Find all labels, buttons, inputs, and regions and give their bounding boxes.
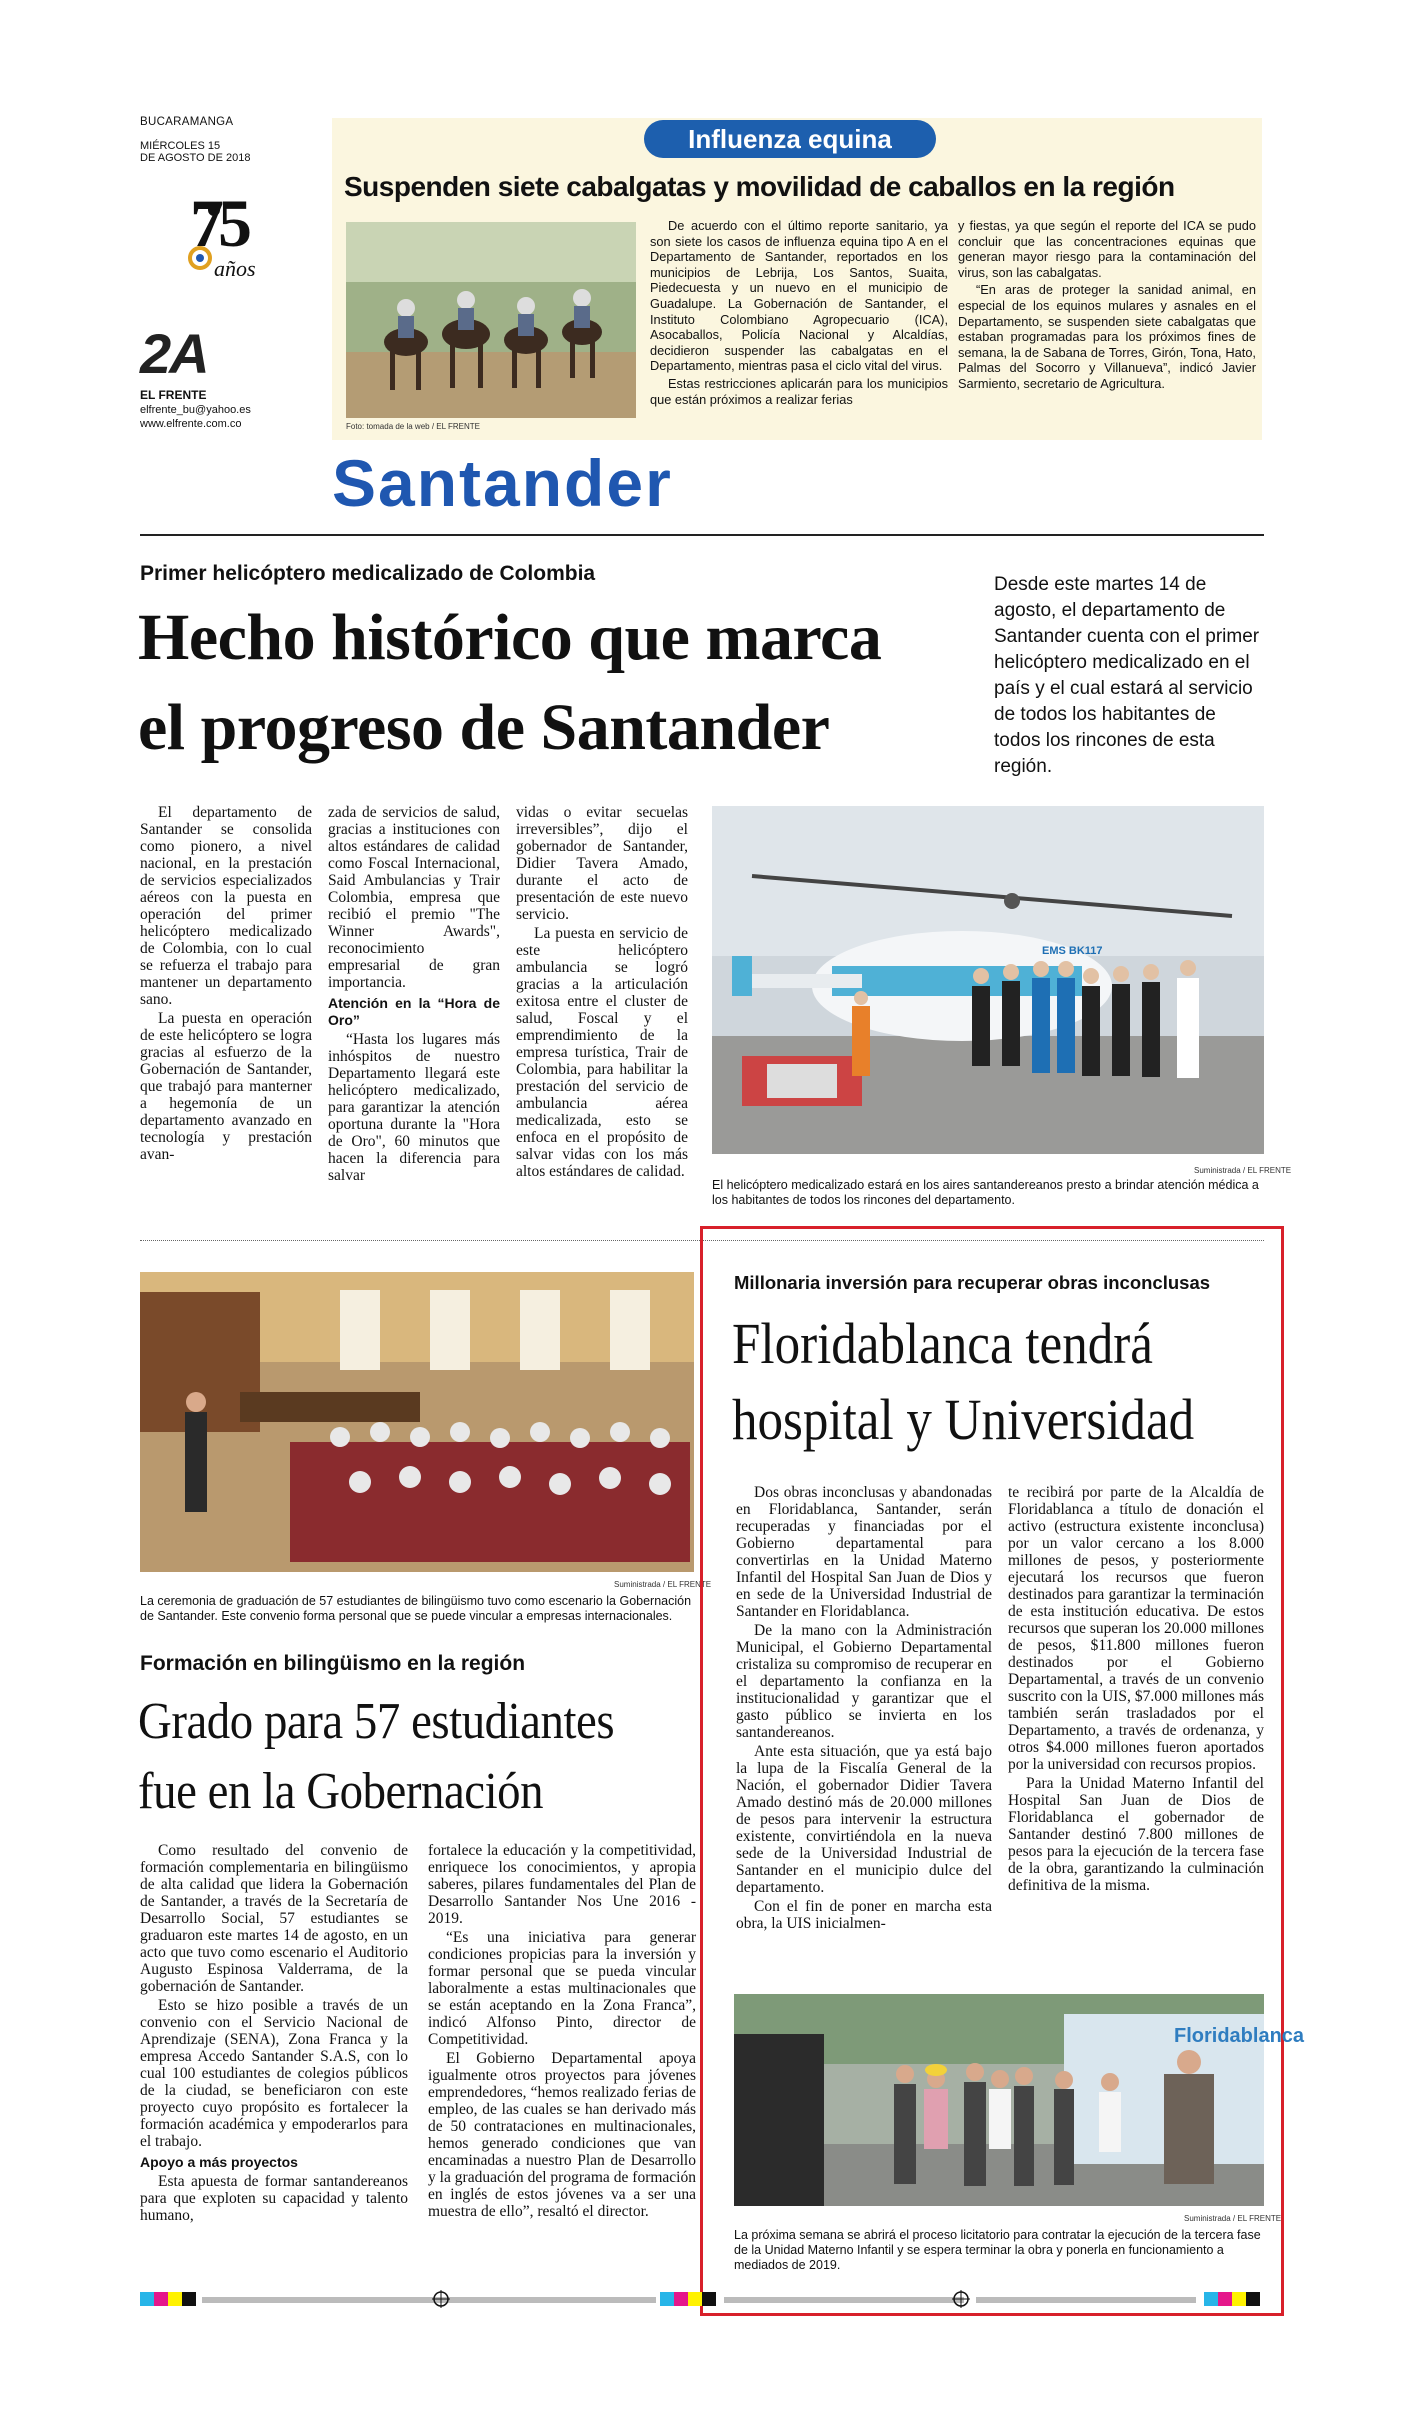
top-story-headline: Suspenden siete cabalgatas y movilidad de caballos en la región xyxy=(344,171,1175,202)
anniversary-number: 75 xyxy=(190,185,246,261)
paragraph: y fiestas, ya que según el reporte del ICA se pudo concluir que las concentraciones equinas que generan mayor riesgo para la contaminación del virus, son las cabalgatas. xyxy=(958,218,1256,280)
paragraph: De la mano con la Administración Municipal, el Gobierno Departamental cristaliza su compromiso de recuperar en el departamento la confianza en la institucionalidad y garantizar que el gasto público se invierta en los santandereanos. xyxy=(736,1622,992,1741)
paragraph: fortalece la educación y la competitividad, enriquece los conocimientos, y apropia saberes, pilares fundamentales del Plan de Desarrollo Santander Nos Une 2016 - 2019. xyxy=(428,1842,696,1927)
paragraph: “Es una iniciativa para generar condiciones propicias para la inversión y formar personal que se pueda vincular laboralmente a estas multinacionales que se están aceptando en la Zona Franca”, indicó Alfonso Pinto, director de Competitividad. xyxy=(428,1929,696,2048)
anniversary-word: años xyxy=(214,256,256,281)
horses-photo xyxy=(346,222,636,418)
gray-bar xyxy=(456,2297,656,2303)
lead-headline-line-1: Hecho histórico que marca xyxy=(138,601,882,674)
top-story-box xyxy=(332,118,1262,440)
city: BUCARAMANGA xyxy=(140,116,234,128)
paragraph: zada de servicios de salud, gracias a instituciones con altos estándares de calidad como Foscal Internacional, Said Ambulancias y Trair Colombia, empresa que recibió el premio "The Winner Awards", reconocimiento empresarial de gran importancia. xyxy=(328,804,500,991)
anniversary-logo xyxy=(170,185,280,298)
graduation-caption: La ceremonia de graduación de 57 estudiantes de bilingüismo tuvo como escenario la Gobernación de Santander. Este convenio forma personal que se puede vincular a empresas internacionales. xyxy=(140,1594,692,1623)
gray-bar xyxy=(976,2297,1196,2303)
registration-mark-icon xyxy=(952,2290,970,2308)
photo-banner-text: Floridablanca xyxy=(1174,2025,1305,2047)
email[interactable]: elfrente_bu@yahoo.es xyxy=(140,404,251,416)
paragraph: “Hasta los lugares más inhóspitos de nuestro Departamento llegará este helicóptero medicalizado, para garantizar la atención oportuna durante la "Hora de Oro", 60 minutos que hacen la diferencia para salvar xyxy=(328,1031,500,1184)
paragraph: Con el fin de poner en marcha esta obra, la UIS inicialmen- xyxy=(736,1898,992,1932)
color-swatches-mid xyxy=(660,2292,716,2311)
paragraph: La puesta en operación de este helicóptero se logra gracias al esfuerzo de la Gobernación de Santander, que trabajó para manterner a hegemonía de un departamento avanzado en tecnología y prestación avan- xyxy=(140,1010,312,1163)
registration-mark-icon xyxy=(432,2290,450,2308)
paragraph: te recibirá por parte de la Alcaldía de Floridablanca a título de donación el activo (estructura existente inconclusa) por un valor cercano a los 8.000 millones de pesos, y posteriormente ejecutará los recursos que fueron destinados para garantizar la terminación de esta institución educativa. De estos recursos que superan los 20.000 millones de pesos, $11.800 millones fueron destinados por el Gobierno Departamental, a través de un convenio suscrito con la UIS, $7.000 millones más también serán trasladados por el Departamento, a través de ordenanza, y otros $4.000 millones fueron aportados por la universidad con recursos propios. xyxy=(1008,1484,1264,1773)
paragraph: La puesta en servicio de este helicóptero ambulancia se logró gracias a la articulación exitosa entre el cluster de salud, Foscal y el emprendimiento de la empresa turística, Trair de Colombia, para habilitar la prestación del servicio de ambulancia aérea medicalizada, esto se enfoca en el propósito de salvar vidas con los más altos estándares de calidad. xyxy=(516,925,688,1180)
bilingual-headline-line-1: Grado para 57 estudiantes xyxy=(138,1693,615,1750)
lead-kicker: Primer helicóptero medicalizado de Colombia xyxy=(140,562,596,585)
masthead xyxy=(140,116,320,456)
helicopter-caption: El helicóptero medicalizado estará en los aires santandereanos presto a brindar atención médica a los habitantes de todos los rincones del departamento. xyxy=(712,1178,1259,1207)
website[interactable]: www.elfrente.com.co xyxy=(140,418,242,430)
horses-photo-credit: Foto: tomada de la web / EL FRENTE xyxy=(346,422,480,431)
florida-col-1 xyxy=(736,1484,992,1934)
graduation-photo-credit: Suministrada / EL FRENTE xyxy=(614,1580,712,1589)
section-rule xyxy=(140,534,1264,536)
date-line-1: MIÉRCOLES 15 xyxy=(140,140,221,152)
paragraph: Ante esta situación, que ya está bajo la lupa de la Fiscalía General de la Nación, el gobernador Didier Tavera Amado destinó más de 20.000 millones de pesos para intervenir la estructura existente, convirtiéndola en la nueva sede de la Universidad Industrial de Santander en el municipio dulce del departamento. xyxy=(736,1743,992,1896)
florida-headline-line-2: hospital y Universidad xyxy=(732,1387,1195,1452)
helicopter-photo-image xyxy=(712,806,1264,1154)
color-swatches-left xyxy=(140,2292,196,2311)
floridablanca-photo-image xyxy=(734,1994,1305,2206)
paragraph: Para la Unidad Materno Infantil del Hospital San Juan de Dios de Floridablanca el gobernador de Santander destinó 7.800 millones de pesos para la ejecución de la tercera fase de la obra, garantizando la culminación definitiva de la misma. xyxy=(1008,1775,1264,1894)
lead-col-2 xyxy=(328,804,500,1186)
section-title: Santander xyxy=(332,446,673,520)
page-number: 2A xyxy=(140,322,208,385)
paragraph: vidas o evitar secuelas irreversibles”, dijo el gobernador de Santander, Didier Tavera Amado, durante el acto de presentación de este nuevo servicio. xyxy=(516,804,688,923)
paragraph: Dos obras inconclusas y abandonadas en Floridablanca, Santander, serán recuperadas y financiadas por el Gobierno departamental para convertirlas en la Unidad Materno Infantil del Hospital San Juan de Dios y en sede de la Universidad Industrial de Santander en Floridablanca. xyxy=(736,1484,992,1620)
print-color-bar xyxy=(140,2290,1264,2308)
bilingual-kicker: Formación en bilingüismo en la región xyxy=(140,1652,526,1675)
bilingual-col-1 xyxy=(140,1842,408,2226)
top-story-tag: Influenza equina xyxy=(644,120,936,158)
paragraph: Como resultado del convenio de formación complementaria en bilingüismo de alta calidad que lidera la Gobernación de Santander, a través de la Secretaría de Desarrollo Social, 57 estudiantes se graduaron este martes 14 de agosto, en un acto que tuvo como escenario el Auditorio Augusto Espinosa Valderrama, de la gobernación de Santander. xyxy=(140,1842,408,1995)
lead-headline-line-2: el progreso de Santander xyxy=(138,691,830,764)
horses-photo-image xyxy=(346,222,636,418)
lead-subhead: Atención en la “Hora de Oro” xyxy=(328,995,500,1028)
florida-kicker: Millonaria inversión para recuperar obras inconclusas xyxy=(734,1272,1211,1293)
gray-bar xyxy=(724,2297,964,2303)
paragraph: Esta apuesta de formar santandereanos para que exploten su capacidad y talento humano, xyxy=(140,2173,408,2224)
color-swatches-right xyxy=(1204,2292,1260,2311)
florida-headline-line-1: Floridablanca tendrá xyxy=(732,1311,1153,1376)
paragraph: De acuerdo con el último reporte sanitario, ya son siete los casos de influenza equina tipo A en el Departamento de Santander, reportados en los municipios de Lebrija, Los Santos, Suaita, Piedecuesta y un nuevo en el municipio de Guadalupe. La Gobernación de Santander, el Instituto Colombiano Agropecuario (ICA), Asocaballos, Policía Nacional y Alcaldías, decidieron suspender las cabalgatas en el Departamento, mientras pasa el ciclo vital del virus. xyxy=(650,218,948,374)
paragraph: “En aras de proteger la sanidad animal, en especial de los equinos mulares y asnales en el Departamento, se suspenden siete cabalgatas que estaban programadas para los próximos fines de semana, la de Sabana de Torres, Girón, Tona, Hato, Palmas del Socorro y Villanueva”, indicó Javier Sarmiento, secretario de Agricultura. xyxy=(958,282,1256,391)
top-story-col-1 xyxy=(650,218,948,409)
bilingual-col-2 xyxy=(428,1842,696,2222)
paragraph: El departamento de Santander se consolida como pionero, a nivel nacional, en la prestación de servicios especializados aéreos con la puesta en operación del primer helicóptero medicalizado de Colombia, con lo cual se refuerza el trabajo para mantener un departamento sano. xyxy=(140,804,312,1008)
paragraph: Esto se hizo posible a través de un convenio con el Servicio Nacional de Aprendizaje (SENA), Zona Franca y la empresa Accedo Santander S.A.S, con lo cual 100 estudiantes de colegios públicos de la ciudad, se beneficiaron con este proyecto cuyo propósito es fortalecer la formación académica y empoderarlos para el trabajo. xyxy=(140,1997,408,2150)
paragraph: Estas restricciones aplicarán para los municipios que están próximos a realizar ferias xyxy=(650,375,948,407)
bilingual-subhead: Apoyo a más proyectos xyxy=(140,2154,298,2170)
lead-col-3 xyxy=(516,804,688,1182)
lead-summary: Desde este martes 14 de agosto, el departamento de Santander cuenta con el primer helicóptero medicalizado en el país y el cual estará al servicio de todos los habitantes de todos los rincones de esta región. xyxy=(994,574,1260,777)
lead-col-1 xyxy=(140,804,312,1165)
helicopter-photo-credit: Suministrada / EL FRENTE xyxy=(1194,1166,1292,1175)
graduation-photo-image xyxy=(140,1272,694,1572)
graduation-photo xyxy=(140,1272,694,1572)
top-story-col-2 xyxy=(958,218,1256,394)
floridablanca-photo xyxy=(734,1994,1305,2206)
floridablanca-caption: La próxima semana se abrirá el proceso licitatorio para contratar la ejecución de la tercera fase de la Unidad Materno Infantil y se espera terminar la obra y ponerla en funcionamiento a mediados de 2019. xyxy=(734,2228,1261,2272)
helicopter-label: EMS BK117 xyxy=(1042,945,1103,957)
paper-name: EL FRENTE xyxy=(140,388,207,402)
helicopter-photo xyxy=(712,806,1264,1154)
date-line-2: DE AGOSTO DE 2018 xyxy=(140,152,251,164)
paragraph: El Gobierno Departamental apoya igualmente otros proyectos para jóvenes emprendedores, “hemos realizado ferias de empleo, de las cuales se han derivado más de 50 contrataciones en multinacionales, hemos generado condiciones que van encaminadas a nuestro Plan de Desarrollo y la graduación del programa de formación en inglés de estos jóvenes va a ser una muestra de ello”, resaltó el director. xyxy=(428,2050,696,2220)
bilingual-headline-line-2: fue en la Gobernación xyxy=(138,1763,544,1820)
floridablanca-photo-credit: Suministrada / EL FRENTE xyxy=(1184,2214,1282,2223)
florida-col-2 xyxy=(1008,1484,1264,1896)
